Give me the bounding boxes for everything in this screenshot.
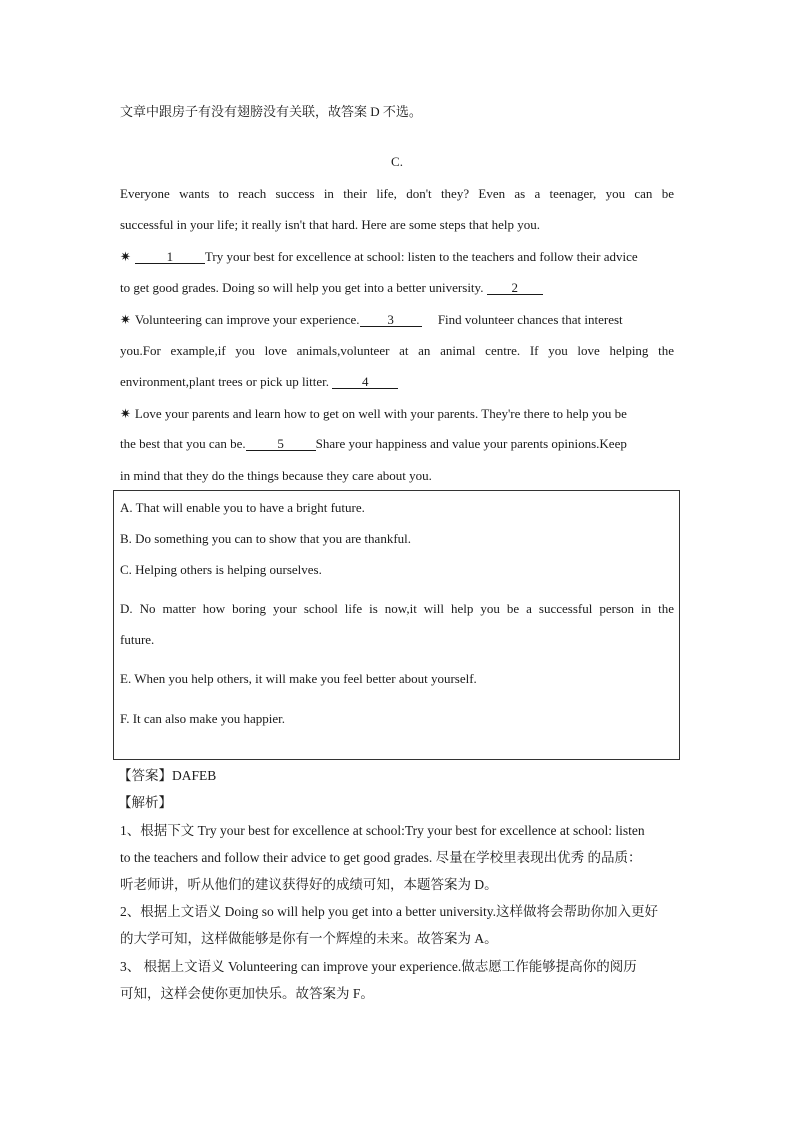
section-heading: C. [391,154,403,169]
bullet3-text: Love your parents and learn how to get on well with your parents. They're there to help you be [134,406,627,421]
analysis-line-5: 的大学可知，这样做能够是你有一个辉煌的未来。故答案为 A。 [120,931,498,946]
intro-line: 文章中跟房子有没有翅膀没有关联，故答案 D 不选。 [120,104,422,119]
option-f: F. It can also make you happier. [120,711,286,726]
answer-line: 【答案】DAFEB [118,768,217,783]
analysis-line-4: 2、根据上文语义 Doing so will help you get into a better university.这样做将会帮助你加入更好 [120,904,658,919]
bullet2-line1 [120,312,674,328]
blank-1: 1 [135,250,205,264]
bullet-star: ✷ [120,312,131,327]
analysis-line-3: 听老师讲，听从他们的建议获得好的成绩可知，本题答案为 D。 [120,877,498,892]
bullet1-line2 [120,280,674,296]
bullet-star: ✷ [120,406,131,421]
bullet2-line2: you.For example,if you love animals,volunteer at an animal centre. If you love helping the [120,343,674,358]
option-d-line2: future. [120,632,155,647]
bullet3-line2 [120,436,674,452]
option-a: A. That will enable you to have a bright future. [120,500,365,515]
bullet3-line1 [120,406,674,422]
passage-p1-line2: successful in your life; it really isn't that hard. Here are some steps that help you. [120,217,541,232]
analysis-heading: 【解析】 [118,795,172,810]
option-e: E. When you help others, it will make you feel better about yourself. [120,671,477,686]
option-b: B. Do something you can to show that you are thankful. [120,531,412,546]
analysis-line-2: to the teachers and follow their advice to get good grades. 尽量在学校里表现出优秀 的品质： [120,850,642,865]
option-d-line1: D. No matter how boring your school life is now,it will help you be a successful person in the [120,601,674,616]
option-c: C. Helping others is helping ourselves. [120,562,322,577]
bullet3-tail: Share your happiness and value your parents opinions.Keep [315,436,627,451]
bullet2-text: Volunteering can improve your experience. [134,312,360,327]
bullet-star: ✷ [120,249,131,264]
passage-p1-line1: Everyone wants to reach success in their life, don't they? Even as a teenager, you can be [120,186,674,201]
analysis-line-1: 1、根据下文 Try your best for excellence at school:Try your best for excellence at school: listen [120,823,645,838]
bullet1-line1 [120,249,674,265]
bullet3-line3: in mind that they do the things because they care about you. [120,468,432,483]
bullet2-text-3: environment,plant trees or pick up litter. [120,374,330,389]
bullet2-tail: Find volunteer chances that interest [437,312,623,327]
bullet1-text: Try your best for excellence at school: listen to the teachers and follow their advice [204,249,638,264]
blank-5: 5 [246,437,316,451]
options-box [113,490,680,760]
blank-3: 3 [360,313,422,327]
bullet2-line3 [120,374,674,390]
blank-4: 4 [332,375,398,389]
analysis-line-6: 3、 根据上文语义 Volunteering can improve your experience.做志愿工作能够提高你的阅历 [120,959,637,974]
bullet3-text-2: the best that you can be. [120,436,246,451]
blank-2: 2 [487,281,543,295]
analysis-line-7: 可知，这样会使你更加快乐。故答案为 F。 [120,986,374,1001]
bullet1-text-2: to get good grades. Doing so will help you get into a better university. [120,280,484,295]
